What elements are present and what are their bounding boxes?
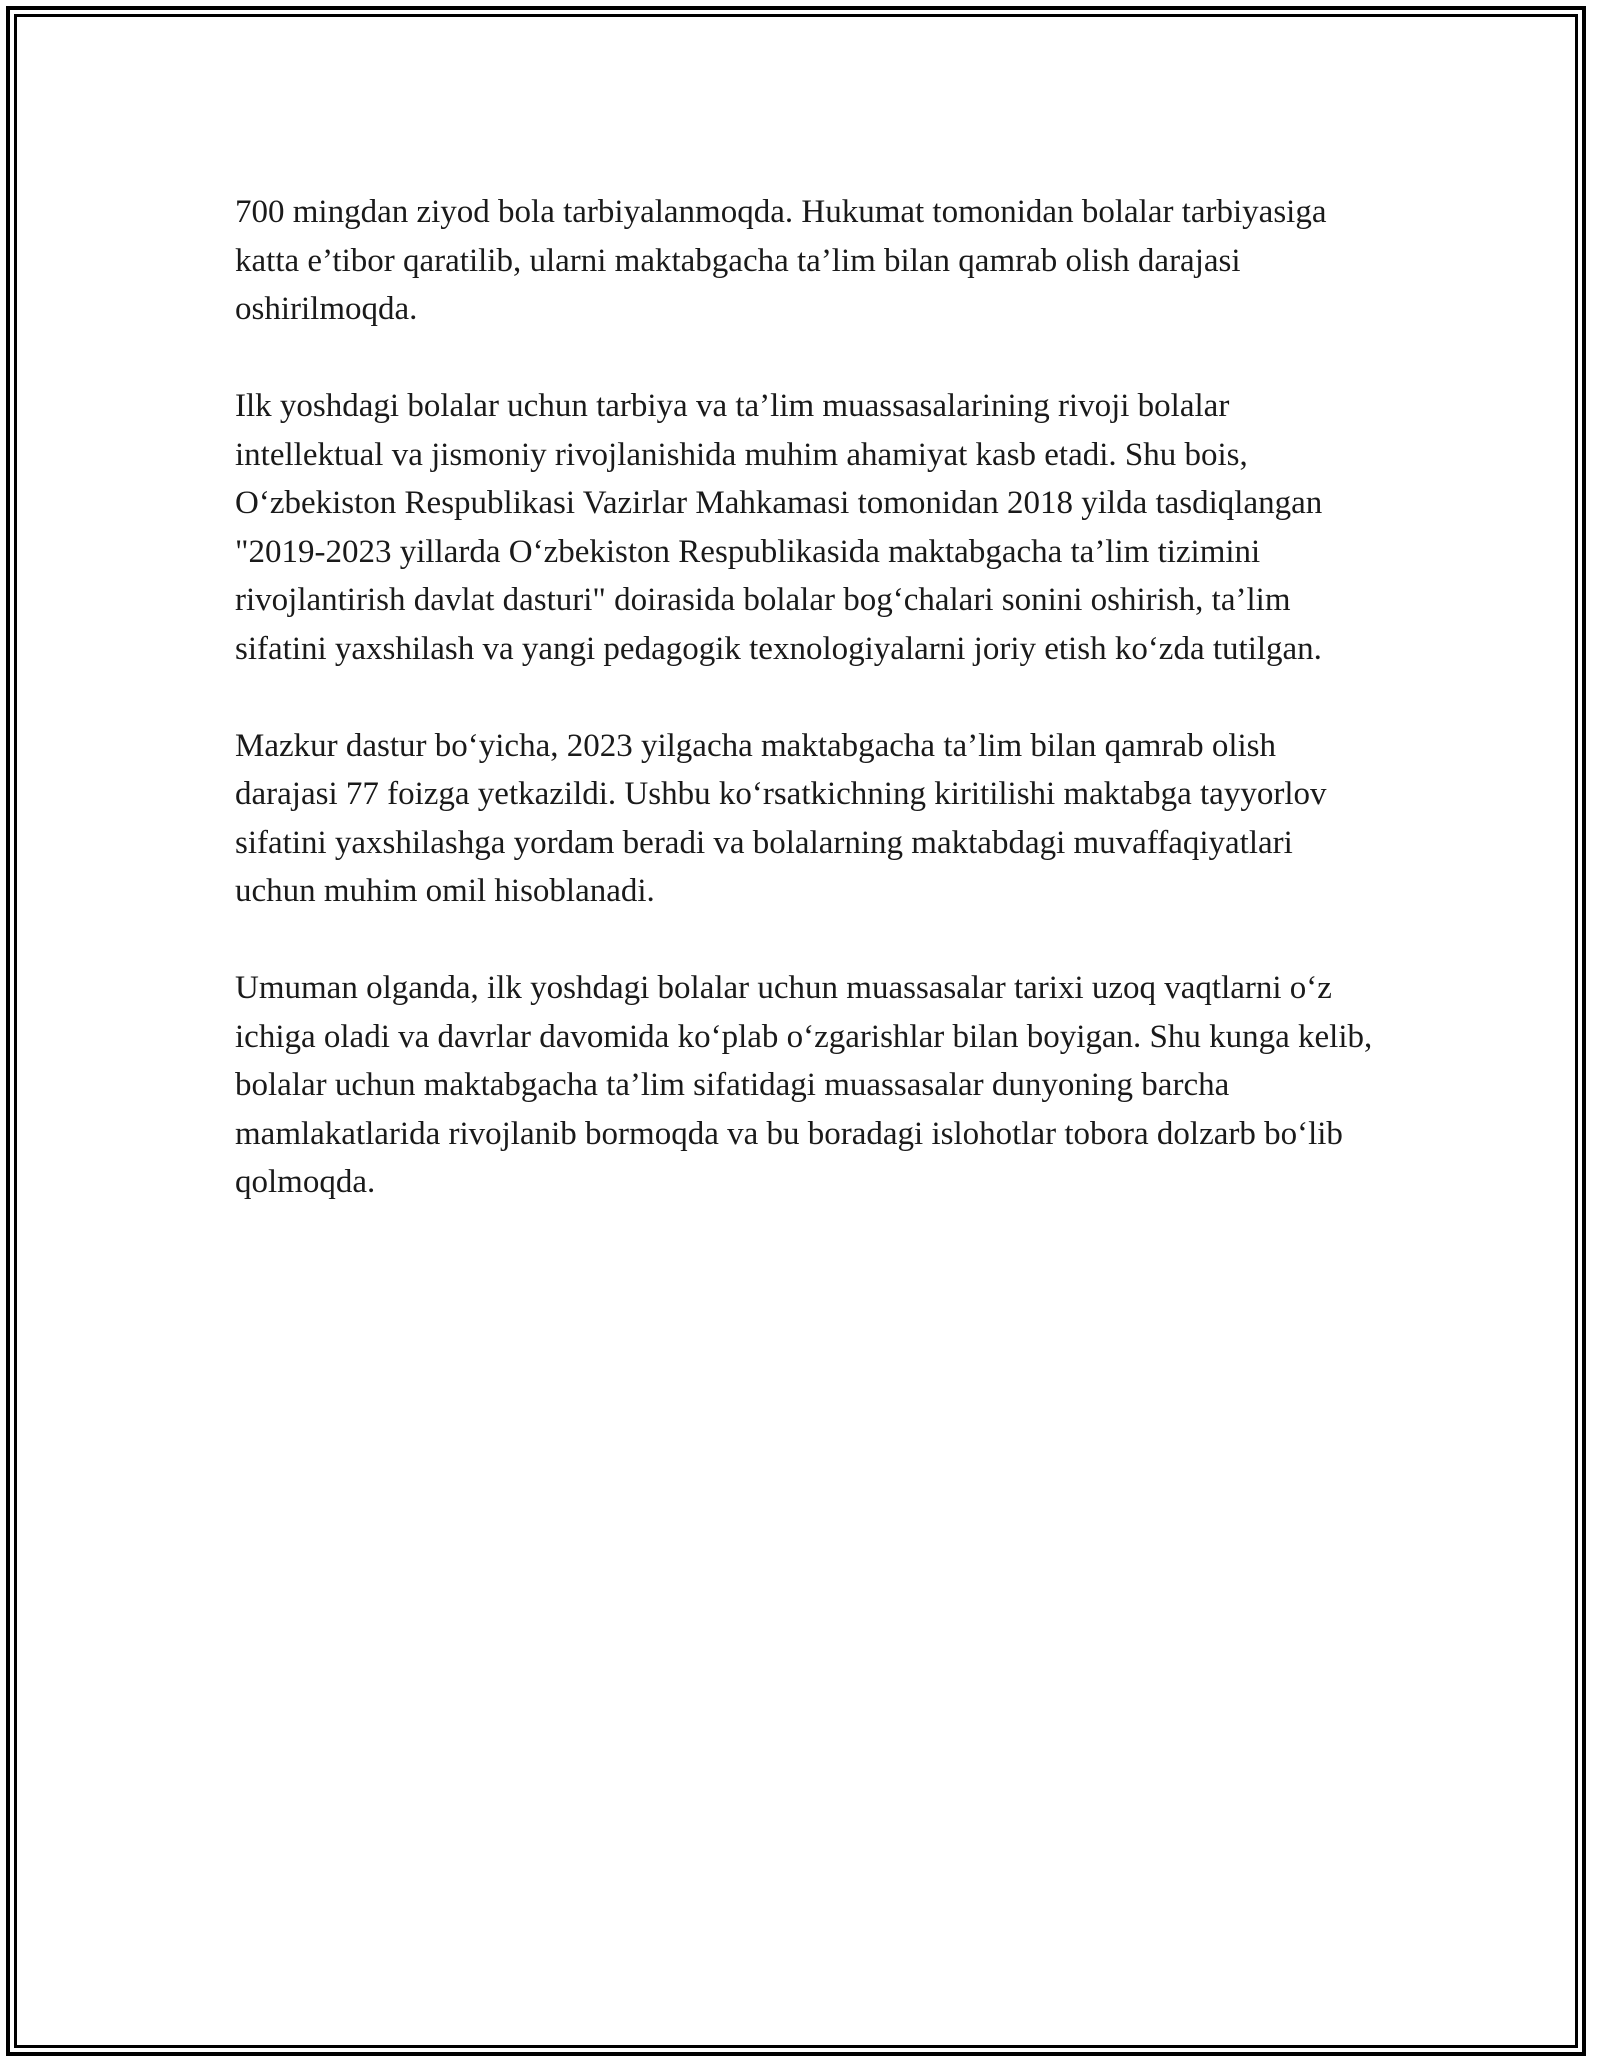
paragraph-3: Mazkur dastur bo‘yicha, 2023 yilgacha maktabgacha ta’lim bilan qamrab olish darajasi 77 foizga yetkazildi. Ushbu ko‘rsatkichning kiritilishi maktabga tayyorlov sifatini yaxshilashga yordam beradi va bolalarning maktabdagi muvaffaqiyatlari uchun muhim omil hisoblanadi. [235, 727, 1327, 909]
paragraph-4: Umuman olganda, ilk yoshdagi bolalar uchun muassasalar tarixi uzoq vaqtlarni o‘z ichiga oladi va davrlar davomida ko‘plab o‘zgarishlar bilan boyigan. Shu kunga kelib, bolalar uchun maktabgacha ta’lim sifatidagi muassasalar dunyoning barcha mamlakatlarida rivojlanib bormoqda va bu boradagi islohotlar tobora dolzarb bo‘lib qolmoqda. [235, 970, 1373, 1200]
paragraph-2: Ilk yoshdagi bolalar uchun tarbiya va ta’lim muassasalarining rivoji bolalar intellektual va jismoniy rivojlanishida muhim ahamiyat kasb etadi. Shu bois, O‘zbekiston Respublikasi Vazirlar Mahkamasi tomonidan 2018 yilda tasdiqlangan "2019-2023 yillarda O‘zbekiston Respublikasida maktabgacha ta’lim tizimini rivojlantirish davlat dasturi" doirasida bolalar bog‘chalari sonini oshirish, ta’lim sifatini yaxshilash va yangi pedagogik texnologiyalarni joriy etish ko‘zda tutilgan. [235, 388, 1323, 667]
paragraph-1: 700 mingdan ziyod bola tarbiyalanmoqda. Hukumat tomonidan bolalar tarbiyasiga katta e’tibor qaratilib, ularni maktabgacha ta’lim bilan qamrab olish darajasi oshirilmoqda. [235, 194, 1327, 327]
document-body [235, 188, 1375, 1255]
